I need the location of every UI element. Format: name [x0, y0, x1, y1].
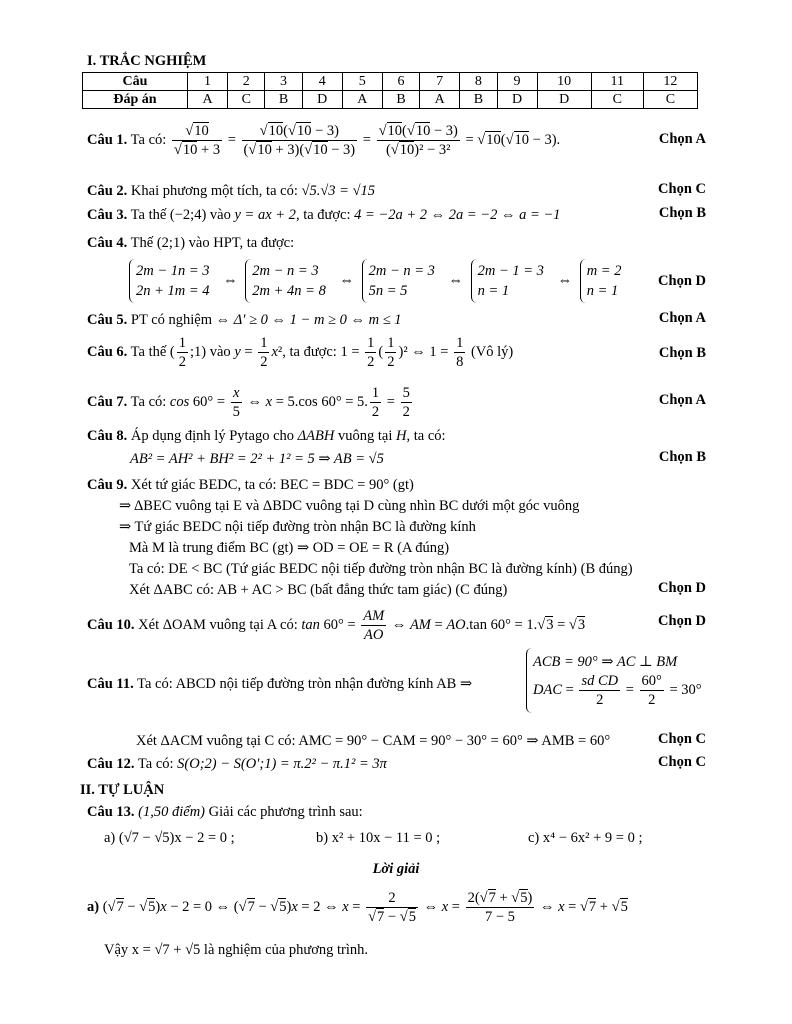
- system-of-equations-chain: 2m − 1n = 3 2n + 1m = 4 ⇔ 2m − n = 3 2m + 4n = 8 ⇔ 2m − n = 3 5n = 5 ⇔ 2m − 1 = 3 n = 1 ⇔ m = 2 n = 1: [125, 259, 706, 303]
- table-cell: 2: [228, 73, 265, 91]
- solution-a: a) (√7 − √5)x − 2 = 0 ⇔ (√7 − √5)x = 2 ⇔ x = $\frac{2}{√7 - √5}$ ⇔ x = $\frac{2(√7 + √5)}{7 - 5}$ ⇔ x = √7 + √5: [87, 890, 628, 926]
- question-7: Câu 7. Ta có: cos 60° = $\frac{x}{5}$ ⇔ x = 5.cos 60° = 5. $\frac{1}{2}$ = $\frac{5}{2}$: [87, 385, 410, 421]
- section-title-multiple-choice: I. TRẮC NGHIỆM: [87, 53, 207, 69]
- question-text: vuông tại: [338, 428, 393, 444]
- math-expression: S(O;2) − S(O′;1) = π.2² − π.1² = 3π: [177, 756, 387, 772]
- answer-choice: Chọn D: [658, 273, 706, 289]
- question-text: , ta được:: [282, 344, 337, 360]
- question-text: Ta thế: [130, 207, 167, 223]
- question-8-math: [130, 449, 706, 469]
- fraction: $\frac{1}{2}$: [371, 385, 380, 421]
- table-cell: 4: [302, 73, 342, 91]
- table-cell: 8: [460, 73, 497, 91]
- question-text: PT có nghiệm: [130, 312, 213, 328]
- table-cell: D: [497, 91, 537, 109]
- table-cell: 1: [188, 73, 228, 91]
- math-point: (−2;4): [169, 207, 207, 223]
- question-9-line-4: Mà M là trung điểm BC (gt) ⇒ OD = OE = R (A đúng): [129, 540, 450, 556]
- question-points: (1,50 điểm): [138, 804, 206, 820]
- question-text: vào: [209, 344, 231, 360]
- math-expression: ACB = 90° ⇒ AC ⊥ BM: [533, 654, 678, 670]
- table-cell: 10: [537, 73, 591, 91]
- table-cell: 3: [265, 73, 302, 91]
- question-4: [87, 233, 706, 253]
- question-9: [87, 475, 706, 495]
- table-cell: 12: [643, 73, 697, 91]
- table-cell: 11: [591, 73, 643, 91]
- fraction: $\frac{1}{2}$: [178, 335, 187, 371]
- question-label: Câu 5.: [87, 312, 128, 328]
- fraction: $\frac{1}{8}$: [456, 335, 464, 371]
- answer-choice: Chọn C: [658, 181, 706, 197]
- table-cell: 9: [497, 73, 537, 91]
- question-label: Câu 12.: [87, 756, 135, 772]
- question-text: , ta có:: [406, 428, 446, 444]
- solution-title: Lời giải: [372, 861, 420, 877]
- question-label: Câu 4.: [87, 235, 128, 251]
- question-6: Câu 6. Ta thế ( $\frac{1}{2}$ ;1) vào y = $\frac{1}{2}$ x², ta được: 1 = $\frac{1}{2}$ ( $\frac{1}{2}$ )² ⇔ 1 = $\frac{1}{8}$ (Vô lý): [87, 335, 514, 371]
- question-9-line-2: ⇒ ΔBEC vuông tại E và ΔBDC vuông tại D cùng nhìn BC dưới một góc vuông: [119, 498, 580, 514]
- question-text: Ta có: ABCD nội tiếp đường tròn nhận đường kính AB: [137, 676, 457, 692]
- question-text: Xét tứ giác BEDC, ta có: BEC = BDC = 90° (gt): [130, 477, 414, 493]
- table-cell: D: [537, 91, 591, 109]
- table-cell: A: [342, 91, 382, 109]
- math-expression: H: [396, 428, 407, 444]
- question-12: [87, 754, 706, 774]
- fraction: $\frac{\text{sd CD}}{2}$: [581, 673, 619, 708]
- question-2: [87, 181, 706, 201]
- question-13-part-a: a) (√7 − √5)x − 2 = 0 ;: [104, 830, 235, 846]
- answer-table-answer-row: [83, 91, 698, 109]
- table-cell: 7: [420, 73, 460, 91]
- question-11: Câu 11. Ta có: ABCD nội tiếp đường tròn nhận đường kính AB ⇒: [87, 676, 473, 692]
- table-cell: B: [460, 91, 497, 109]
- fraction: $\frac{x}{5}$: [232, 385, 240, 421]
- question-text: vào: [209, 207, 231, 223]
- question-text: Ta có:: [130, 394, 167, 410]
- fraction: $\frac{60^\circ}{2}$: [641, 673, 662, 708]
- answer-choice: Chọn A: [658, 131, 706, 147]
- answer-choice: Chọn C: [658, 754, 706, 770]
- question-text: Ta có:: [137, 756, 174, 772]
- question-3: [87, 205, 706, 225]
- question-label: Câu 1.: [87, 132, 128, 148]
- fraction: $\frac{1}{2}$: [367, 335, 375, 371]
- question-text: vào HPT, ta được:: [188, 235, 295, 251]
- question-label: Câu 3.: [87, 207, 128, 223]
- question-9-line-3: ⇒ Tứ giác BEDC nội tiếp đường tròn nhận BC là đường kính: [119, 519, 476, 535]
- table-cell: B: [265, 91, 302, 109]
- math-point: (2;1): [156, 235, 186, 251]
- answer-choice: Chọn B: [658, 449, 706, 465]
- table-cell: A: [188, 91, 228, 109]
- table-cell: 5: [342, 73, 382, 91]
- question-13-part-c: c) x⁴ − 6x² + 9 = 0 ;: [528, 830, 643, 846]
- question-label: Câu 9.: [87, 477, 128, 493]
- math-expression: AB² = AH² + BH² = 2² + 1² = 5 ⇒ AB = √5: [130, 451, 384, 467]
- question-8: [87, 426, 706, 446]
- table-cell: A: [420, 91, 460, 109]
- answer-choice: Chọn A: [658, 392, 706, 408]
- answer-choice: Chọn B: [658, 345, 706, 361]
- section-title-essay: II. TỰ LUẬN: [80, 782, 165, 798]
- question-9-line-6: Xét ΔABC có: AB + AC > BC (bất đẳng thức tam giác) (C đúng): [129, 582, 508, 598]
- question-text: , ta được:: [295, 207, 351, 223]
- table-header-question: Câu: [83, 73, 188, 91]
- question-5: [87, 310, 706, 330]
- question-label: Câu 6.: [87, 344, 128, 360]
- table-cell: B: [382, 91, 419, 109]
- question-label: Câu 13.: [87, 804, 135, 820]
- question-text: Thế: [130, 235, 154, 251]
- question-text: Khai phương một tích, ta có:: [130, 183, 298, 199]
- table-cell: 6: [382, 73, 419, 91]
- question-9-line-5: Ta có: DE < BC (Tứ giác BEDC nội tiếp đường tròn nhận BC là đường kính) (B đúng): [129, 561, 633, 577]
- table-header-answer: Đáp án: [83, 91, 188, 109]
- question-1: Câu 1. Ta có: $\frac{√10}{√10 + 3}$ = $\frac{√10(√10 - 3)}{(√10 + 3)(√10 - 3)}$ = $\frac{√10(√10 - 3)}{\text{(√10)² − 3²}}$ = √10(√10 − 3).: [87, 123, 561, 159]
- fraction: $\frac{AM}{AO}$: [363, 608, 385, 644]
- answer-choice: Chọn D: [658, 613, 706, 629]
- math-expression: y = ax + 2: [234, 207, 296, 223]
- table-cell: C: [591, 91, 643, 109]
- fraction: $\frac{√10(√10 - 3)}{(√10 + 3)(√10 - 3)}$: [243, 123, 356, 159]
- question-11-line-2: Xét ΔACM vuông tại C có: AMC = 90° − CAM = 90° − 30° = 60° ⇒ AMB = 60°: [136, 733, 611, 749]
- table-cell: D: [302, 91, 342, 109]
- question-11-system: ACB = 90° ⇒ AC ⊥ BM DAC = $\frac{\text{sd CD}}{2}$ = $\frac{60^\circ}{2}$ = 30°: [522, 648, 706, 713]
- note: (Vô lý): [470, 344, 514, 360]
- answer-choice: Chọn B: [658, 205, 706, 221]
- answer-choice: Chọn C: [658, 731, 706, 747]
- table-cell: C: [228, 91, 265, 109]
- question-label: Câu 7.: [87, 394, 128, 410]
- question-13-part-b: b) x² + 10x − 11 = 0 ;: [316, 830, 441, 846]
- question-13: [87, 802, 706, 822]
- answer-choice: Chọn D: [658, 580, 706, 596]
- answer-choice: Chọn A: [658, 310, 706, 326]
- fraction: $\frac{1}{2}$: [260, 335, 268, 371]
- question-label: Câu 2.: [87, 183, 128, 199]
- fraction: $\frac{5}{2}$: [402, 385, 410, 421]
- math-expression: ⇔ Δ′ ≥ 0 ⇔ 1 − m ≥ 0 ⇔ m ≤ 1: [215, 312, 402, 328]
- fraction: $\frac{√10}{√10 + 3}$: [173, 123, 221, 159]
- table-cell: C: [643, 91, 697, 109]
- question-label: Câu 10.: [87, 617, 135, 633]
- solution-label: a): [87, 899, 100, 915]
- question-label: Câu 11.: [87, 676, 134, 692]
- question-text: Ta thế: [130, 344, 167, 360]
- answer-table: [82, 72, 698, 109]
- fraction: $\frac{1}{2}$: [387, 335, 395, 371]
- answer-table-question-row: [83, 73, 698, 91]
- solution-conclusion: Vậy x = √7 + √5 là nghiệm của phương trình.: [104, 942, 369, 958]
- question-10: Câu 10. Xét ΔOAM vuông tại A có: tan 60° = $\frac{AM}{AO}$ ⇔ AM = AO.tan 60° = 1.√3 = √3: [87, 608, 586, 644]
- question-text: Giải các phương trình sau:: [208, 804, 363, 820]
- fraction: $\frac{2(√7 + √5)}{7 - 5}$: [467, 890, 533, 926]
- math-expression: ΔABH: [297, 428, 335, 444]
- fraction: $\frac{2}{√7 - √5}$: [368, 890, 416, 926]
- fraction: $\frac{√10(√10 - 3)}{\text{(√10)² − 3²}}$: [378, 123, 458, 159]
- question-intro: Ta có:: [130, 132, 167, 148]
- question-label: Câu 8.: [87, 428, 128, 444]
- question-text: Áp dụng định lý Pytago cho: [130, 428, 295, 444]
- question-text: Xét ΔOAM vuông tại A có:: [138, 617, 298, 633]
- math-expression: 4 = −2a + 2 ⇔ 2a = −2 ⇔ a = −1: [354, 207, 561, 223]
- math-expression: √5.√3 = √15: [301, 183, 376, 199]
